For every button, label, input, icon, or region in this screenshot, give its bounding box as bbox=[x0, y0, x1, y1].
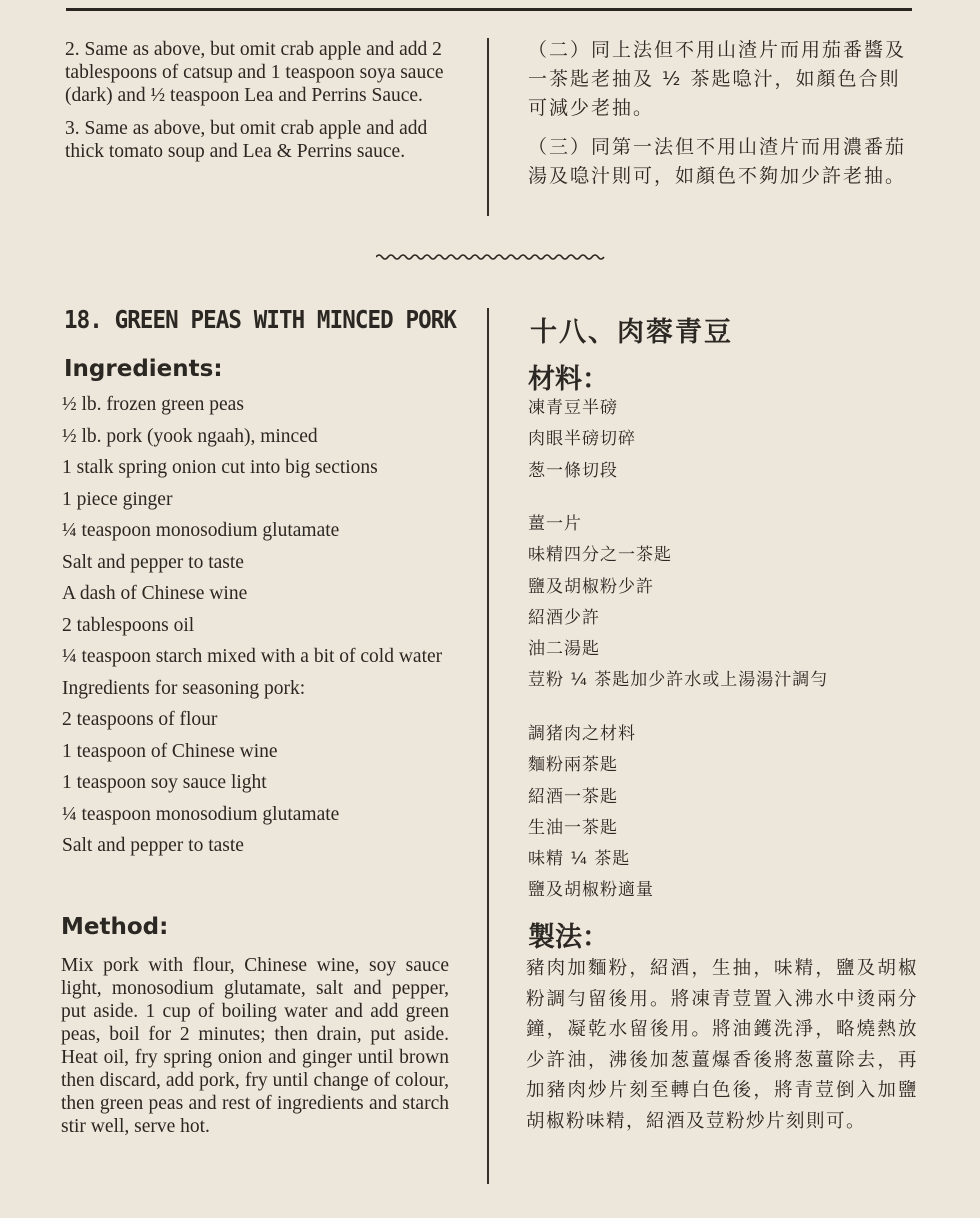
note-2: 2. Same as above, but omit crab apple and add 2 tablespoons of catsup and 1 teaspoon soya sauce (dark) and ½ teaspoon Lea and Perrins Sauce. bbox=[65, 39, 444, 106]
ingredient-item: Salt and pepper to taste bbox=[62, 835, 244, 856]
zh-seasoning-subheading: 調猪肉之材料 bbox=[528, 724, 636, 744]
zh-ingredient-item: 鹽及胡椒粉少許 bbox=[528, 576, 654, 597]
zh-ingredient-item: 紹酒少許 bbox=[528, 607, 600, 628]
wavy-separator bbox=[376, 251, 608, 263]
zh-note-2: （二）同上法但不用山渣片而用茄番醬及一茶匙老抽及 ½ 茶匙喼汁，如顏色合則可減少老抽。 bbox=[528, 39, 907, 119]
zh-ingredient-item: 薑一片 bbox=[528, 514, 582, 534]
zh-ingredient-item: 凍青豆半磅 bbox=[528, 398, 618, 418]
ingredient-item: A dash of Chinese wine bbox=[62, 583, 248, 604]
ingredient-item: 2 tablespoons oil bbox=[62, 614, 195, 636]
zh-ingredients-group-1 bbox=[528, 393, 908, 487]
zh-method-heading: 製法： bbox=[528, 922, 609, 953]
ingredient-item: Salt and pepper to taste bbox=[62, 551, 244, 573]
zh-ingredient-item: 鹽及胡椒粉適量 bbox=[528, 880, 654, 901]
ingredient-item: 1 teaspoon soy sauce light bbox=[62, 772, 267, 793]
zh-note-3: （三）同第一法但不用山渣片而用濃番茄湯及喼汁則可，如顏色不夠加少許老抽。 bbox=[528, 136, 907, 187]
ingredient-item: ¼ teaspoon monosodium glutamate bbox=[62, 520, 340, 541]
zh-method-text: 豬肉加麵粉，紹酒，生抽，味精，鹽及胡椒粉調勻留後用。將凍青荳置入沸水中烫兩分鐘，凝乾水留後用。將油鑊洗淨，略燒熱放少許油，沸後加葱薑爆香後將葱薑除去，再加豬肉炒片刻至轉白色後，將青荳倒入加鹽胡椒粉味精，紹酒及荳粉炒片刻則可。 bbox=[526, 958, 918, 1132]
zh-ingredient-item: 紹酒一茶匙 bbox=[528, 786, 618, 807]
zh-ingredient-item: 荳粉 ¼ 茶匙加少許水或上湯湯汁調勻 bbox=[528, 670, 829, 691]
recipe-title: 18. GREEN PEAS WITH MINCED PORK bbox=[64, 305, 457, 334]
ingredient-item: 2 teaspoons of flour bbox=[62, 709, 218, 730]
ingredient-item: ½ lb. pork (yook ngaah), minced bbox=[62, 425, 318, 447]
top-rule bbox=[66, 8, 912, 11]
zh-ingredients-group-2 bbox=[528, 509, 908, 697]
ingredient-item: ½ lb. frozen green peas bbox=[62, 394, 244, 415]
note-3: 3. Same as above, but omit crab apple and add thick tomato soup and Lea & Perrins sauce. bbox=[65, 118, 428, 162]
zh-ingredient-item: 油二湯匙 bbox=[528, 639, 600, 660]
ingredients-heading: Ingredients: bbox=[64, 356, 223, 382]
top-chinese-notes bbox=[528, 36, 918, 201]
zh-ingredient-item: 葱一條切段 bbox=[528, 460, 618, 481]
zh-ingredient-item: 麵粉兩茶匙 bbox=[528, 755, 618, 776]
zh-recipe-title: 十八、肉蓉青豆 bbox=[530, 317, 733, 348]
ingredient-item: 1 stalk spring onion cut into big sections bbox=[62, 457, 378, 478]
seasoning-subheading: Ingredients for seasoning pork: bbox=[62, 677, 306, 699]
ingredient-item: 1 piece ginger bbox=[62, 488, 173, 510]
ingredients-list bbox=[62, 393, 462, 866]
zh-ingredient-item: 生油一茶匙 bbox=[528, 817, 618, 838]
ingredient-item: 1 teaspoon of Chinese wine bbox=[62, 740, 278, 762]
zh-ingredients-heading: 材料： bbox=[528, 364, 609, 395]
method-text: Mix pork with flour, Chinese wine, soy sauce light, monosodium glutamate, salt and pepper, put aside. 1 cup of boiling water and add green peas, boil for 2 minutes; then drain, put aside. Heat oil, fry spring onion and ginger until brown then discard, add pork, fry until change of colour, then green peas and rest of ingredients and starch stir well, serve hot. bbox=[61, 955, 449, 1137]
zh-ingredient-item: 味精四分之一茶匙 bbox=[528, 545, 672, 566]
column-divider-top bbox=[487, 38, 489, 216]
column-divider-bottom bbox=[487, 308, 489, 1184]
ingredient-item: ¼ teaspoon monosodium glutamate bbox=[62, 803, 340, 825]
wavy-line bbox=[376, 255, 604, 259]
zh-ingredients-group-3 bbox=[528, 719, 908, 907]
top-english-notes bbox=[62, 38, 454, 173]
method-heading: Method: bbox=[61, 914, 169, 940]
zh-ingredient-item: 味精 ¼ 茶匙 bbox=[528, 849, 631, 870]
zh-ingredient-item: 肉眼半磅切碎 bbox=[528, 429, 636, 450]
ingredient-item: ¼ teaspoon starch mixed with a bit of cold water bbox=[62, 646, 443, 667]
